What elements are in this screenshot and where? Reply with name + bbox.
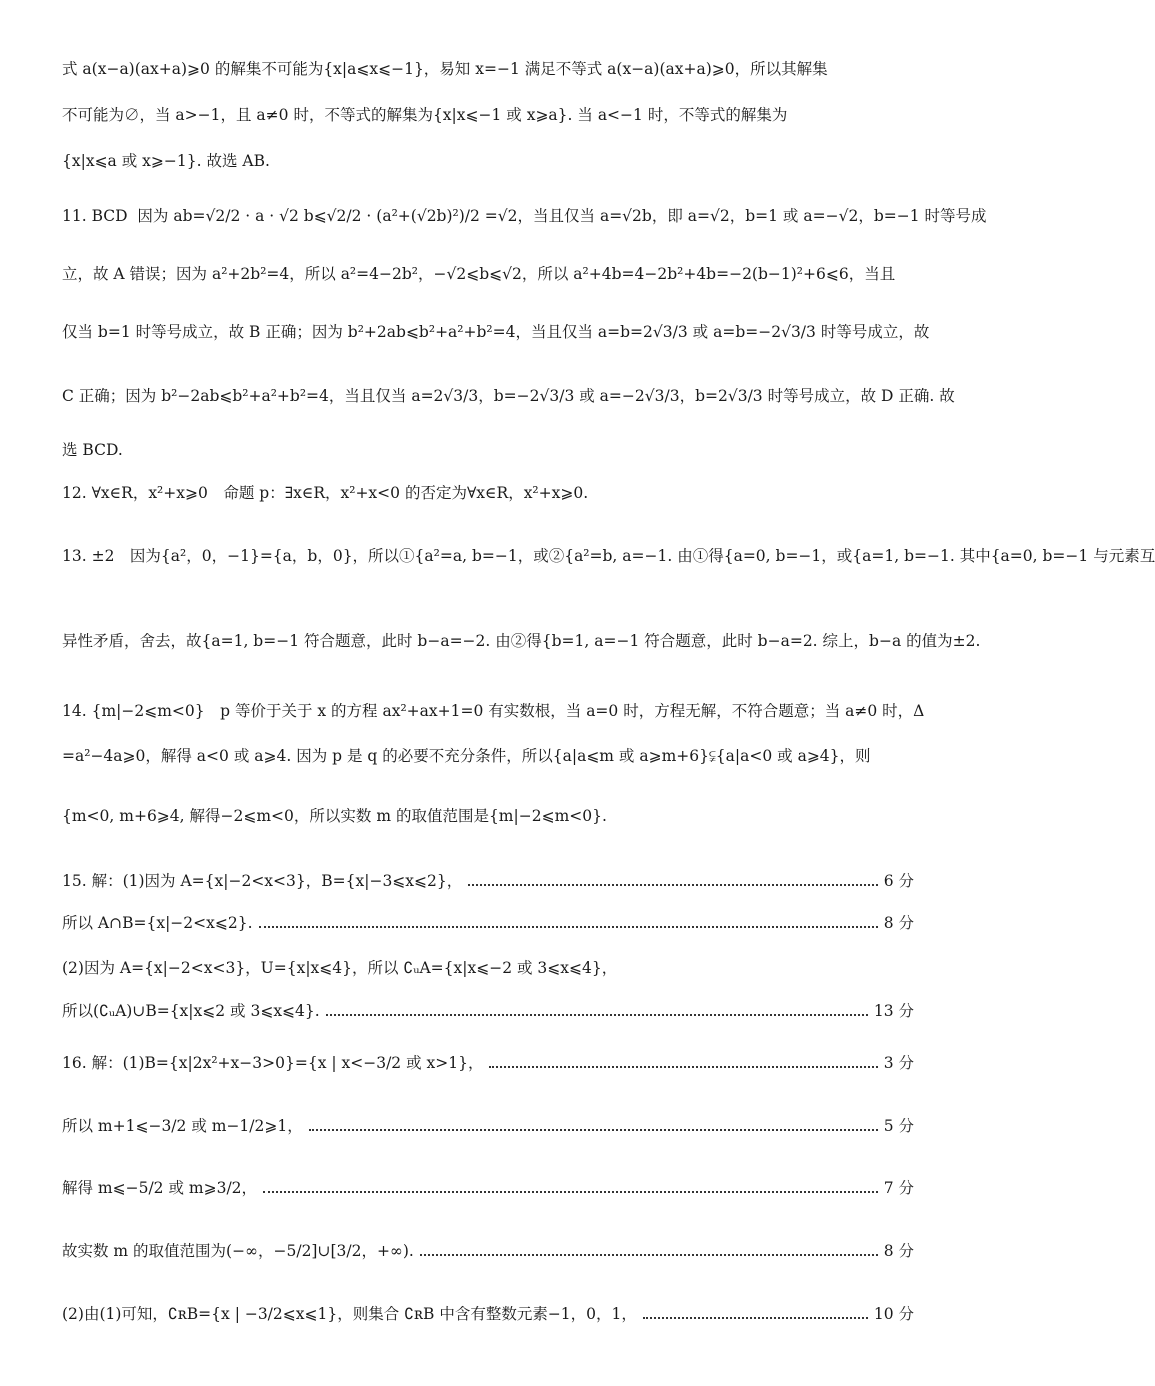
score: 7 分 <box>883 1179 914 1197</box>
score: 3 分 <box>883 1054 914 1072</box>
q12-line: 12. ∀x∈R，x²+x⩾0 命题 p：∃x∈R，x²+x<0 的否定为∀x∈R，x²+x⩾0. <box>62 484 589 502</box>
dot-leader <box>468 883 877 886</box>
text-line: {x|x⩽a 或 x⩾−1}. 故选 AB. <box>62 152 270 170</box>
q15-line-3: (2)因为 A={x|−2<x<3}，U={x|x⩽4}，所以 ∁ᵤA={x|x⩽−2 或 3⩽x⩽4}， <box>62 959 618 977</box>
line-text: 解得 m⩽−5/2 或 m⩾3/2， <box>62 1179 258 1197</box>
dot-leader <box>263 1190 878 1193</box>
line-text: 16. 解：(1)B={x|2x²+x−3>0}={x | x<−3/2 或 x>1}， <box>62 1054 484 1072</box>
line-text: 所以 m+1⩽−3/2 或 m−1/2⩾1， <box>62 1117 303 1135</box>
q16-line-4 <box>62 1240 914 1262</box>
q14-line-3: {m<0, m+6⩾4, 解得−2⩽m<0，所以实数 m 的取值范围是{m|−2⩽m<0}. <box>62 807 607 825</box>
q11-line-1 <box>62 205 987 227</box>
q15-line-2 <box>62 912 914 934</box>
q16-line-3 <box>62 1177 914 1199</box>
line-text: 所以 A∩B={x|−2<x⩽2}. <box>62 914 253 932</box>
q16-line-5 <box>62 1303 914 1325</box>
text-line: 选 BCD. <box>62 441 123 459</box>
score: 8 分 <box>883 1242 914 1260</box>
q14-line-1: 14. {m|−2⩽m<0} p 等价于关于 x 的方程 ax²+ax+1=0 有实数根，当 a=0 时，方程无解，不符合题意；当 a≠0 时，Δ <box>62 702 925 720</box>
text-line: 式 a(x−a)(ax+a)⩾0 的解集不可能为{x|a⩽x⩽−1}，易知 x=−1 满足不等式 a(x−a)(ax+a)⩾0，所以其解集 <box>62 60 828 78</box>
dot-leader <box>489 1065 877 1068</box>
score: 13 分 <box>873 1002 914 1020</box>
score: 10 分 <box>873 1305 914 1323</box>
dot-leader <box>420 1253 878 1256</box>
q16-line-2 <box>62 1115 914 1137</box>
text-line: 仅当 b=1 时等号成立，故 B 正确；因为 b²+2ab⩽b²+a²+b²=4，当且仅当 a=b=2√3/3 或 a=b=−2√3/3 时等号成立，故 <box>62 323 930 341</box>
score: 5 分 <box>883 1117 914 1135</box>
dot-leader <box>259 925 878 928</box>
q11-text: 因为 ab=√2/2 · a · √2 b⩽√2/2 · (a²+(√2b)²)/2 =√2，当且仅当 a=√2b，即 a=√2，b=1 或 a=−√2，b=−1 时等号成 <box>137 207 987 225</box>
dot-leader <box>309 1128 878 1131</box>
line-text: 15. 解：(1)因为 A={x|−2<x<3}，B={x|−3⩽x⩽2}， <box>62 872 463 890</box>
line-text: 所以(∁ᵤA)∪B={x|x⩽2 或 3⩽x⩽4}. <box>62 1002 320 1020</box>
line-text: 故实数 m 的取值范围为(−∞，−5/2]∪[3/2，+∞). <box>62 1242 414 1260</box>
text-line: 立，故 A 错误；因为 a²+2b²=4，所以 a²=4−2b²，−√2⩽b⩽√2，所以 a²+4b=4−2b²+4b=−2(b−1)²+6⩽6，当且 <box>62 265 896 283</box>
score: 6 分 <box>883 872 914 890</box>
line-text: (2)由(1)可知，∁ʀB={x | −3/2⩽x⩽1}，则集合 ∁ʀB 中含有整数元素−1，0，1， <box>62 1305 637 1323</box>
q13-line-2: 异性矛盾，舍去，故{a=1, b=−1 符合题意，此时 b−a=−2. 由②得{b=1, a=−1 符合题意，此时 b−a=2. 综上，b−a 的值为±2. <box>62 632 981 650</box>
text-line: C 正确；因为 b²−2ab⩽b²+a²+b²=4，当且仅当 a=2√3/3，b=−2√3/3 或 a=−2√3/3，b=2√3/3 时等号成立，故 D 正确. 故 <box>62 387 955 405</box>
q15-line-4 <box>62 1000 914 1022</box>
dot-leader <box>326 1013 868 1016</box>
score: 8 分 <box>883 914 914 932</box>
q11-answer: 11. BCD <box>62 207 128 225</box>
dot-leader <box>643 1316 868 1319</box>
q15-line-1 <box>62 870 914 892</box>
q16-line-1 <box>62 1052 914 1074</box>
text-line: 不可能为∅，当 a>−1，且 a≠0 时，不等式的解集为{x|x⩽−1 或 x⩾a}. 当 a<−1 时，不等式的解集为 <box>62 106 788 124</box>
q14-line-2: =a²−4a⩾0，解得 a<0 或 a⩾4. 因为 p 是 q 的必要不充分条件，所以{a|a⩽m 或 a⩾m+6}⫋{a|a<0 或 a⩾4}，则 <box>62 747 871 765</box>
q13-line-1: 13. ±2 因为{a²，0，−1}={a，b，0}，所以①{a²=a, b=−1，或②{a²=b, a=−1. 由①得{a=0, b=−1，或{a=1, b=−1. 其中{a=0, b=−1 与元素互 <box>62 547 1155 565</box>
